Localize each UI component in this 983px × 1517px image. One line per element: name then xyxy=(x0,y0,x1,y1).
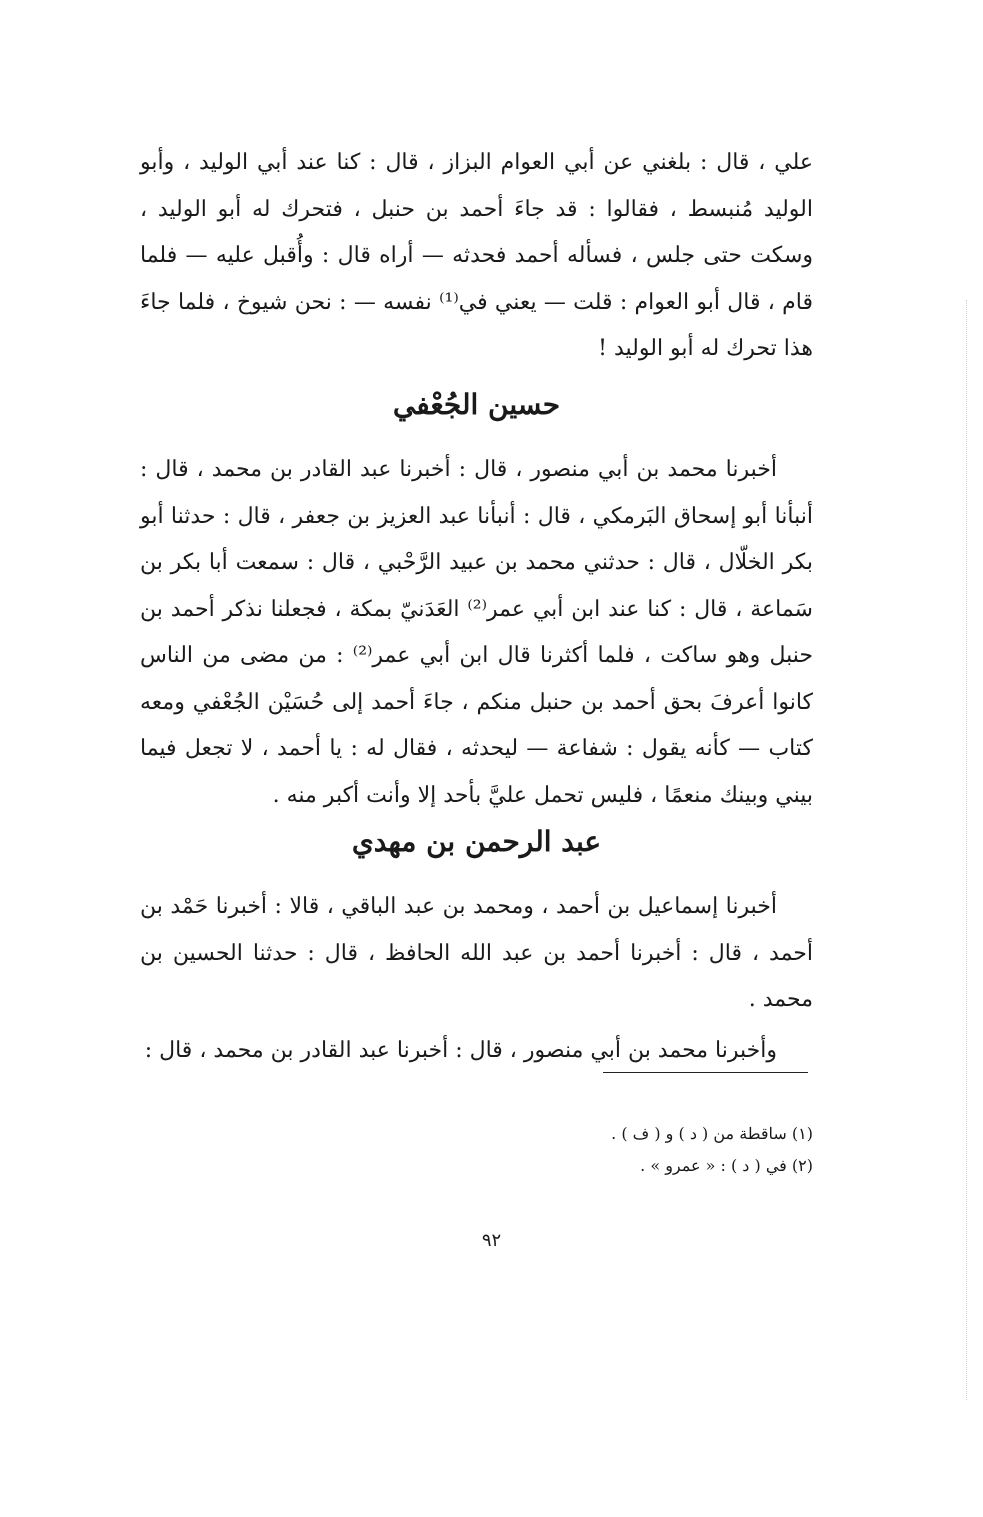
footnotes xyxy=(400,1118,813,1182)
paragraph-abu-al-walid: علي ، قال : بلغني عن أبي العوام البزاز ، قال : كنا عند أبي الوليد ، وأبو الوليد مُنبسط ، فقالوا : قد جاءَ أحمد بن حنبل ، فتحرك له أبو الوليد ، وسكت حتى جلس ، فسأله أحمد فحدثه — أراه قال : وأُقبل عليه — فلما قام ، قال أبو العوام : قلت — يعني في⁽¹⁾ نفسه — : نحن شيوخ ، فلما جاءَ هذا تحرك له أبو الوليد ! xyxy=(140,150,813,361)
footnote-2: (٢) في ( د ) : « عمرو » . xyxy=(640,1156,813,1175)
footnote-1: (١) ساقطة من ( د ) و ( ف ) . xyxy=(611,1124,813,1143)
heading-husayn-al-jufi: حسين الجُعْفي xyxy=(392,388,561,421)
scan-margin-edge xyxy=(966,300,968,1400)
footnote-separator xyxy=(603,1072,808,1073)
page-number: ٩٢ xyxy=(481,1230,502,1251)
heading-abd-al-rahman-ibn-mahdi: عبد الرحمن بن مهدي xyxy=(351,825,602,858)
section-1-text xyxy=(140,140,813,373)
section-3-text xyxy=(140,884,813,1074)
paragraph-husayn-al-jufi: أخبرنا محمد بن أبي منصور ، قال : أخبرنا عبد القادر بن محمد ، قال : أنبأنا أبو إسحاق البَرمكي ، قال : أنبأنا عبد العزيز بن جعفر ، قال : حدثنا أبو بكر الخلّال ، قال : حدثني محمد بن عبيد الرَّحْبي ، قال : سمعت أبا بكر بن سَماعة ، قال : كنا عند ابن أبي عمر⁽²⁾ العَدَنيّ بمكة ، فجعلنا نذكر أحمد بن حنبل وهو ساكت ، فلما أكثرنا قال ابن أبي عمر⁽²⁾ : من مضى من الناس كانوا أعرفَ بحق أحمد بن حنبل منكم ، جاءَ أحمد إلى حُسَيْن الجُعْفي ومعه كتاب — كأنه يقول : شفاعة — ليحدثه ، فقال له : يا أحمد ، لا تجعل فيما بيني وبينك منعمًا ، فليس تحمل عليَّ بأحد إلا وأنت أكبر منه . xyxy=(140,457,813,808)
paragraph-isnad-1: أخبرنا إسماعيل بن أحمد ، ومحمد بن عبد الباقي ، قالا : أخبرنا حَمْد بن أحمد ، قال : أخبرنا أحمد بن عبد الله الحافظ ، قال : حدثنا الحسين بن محمد . xyxy=(140,894,813,1012)
section-2-text xyxy=(140,447,813,819)
paragraph-isnad-2: وأخبرنا محمد بن أبي منصور ، قال : أخبرنا عبد القادر بن محمد ، قال : xyxy=(144,1037,777,1063)
